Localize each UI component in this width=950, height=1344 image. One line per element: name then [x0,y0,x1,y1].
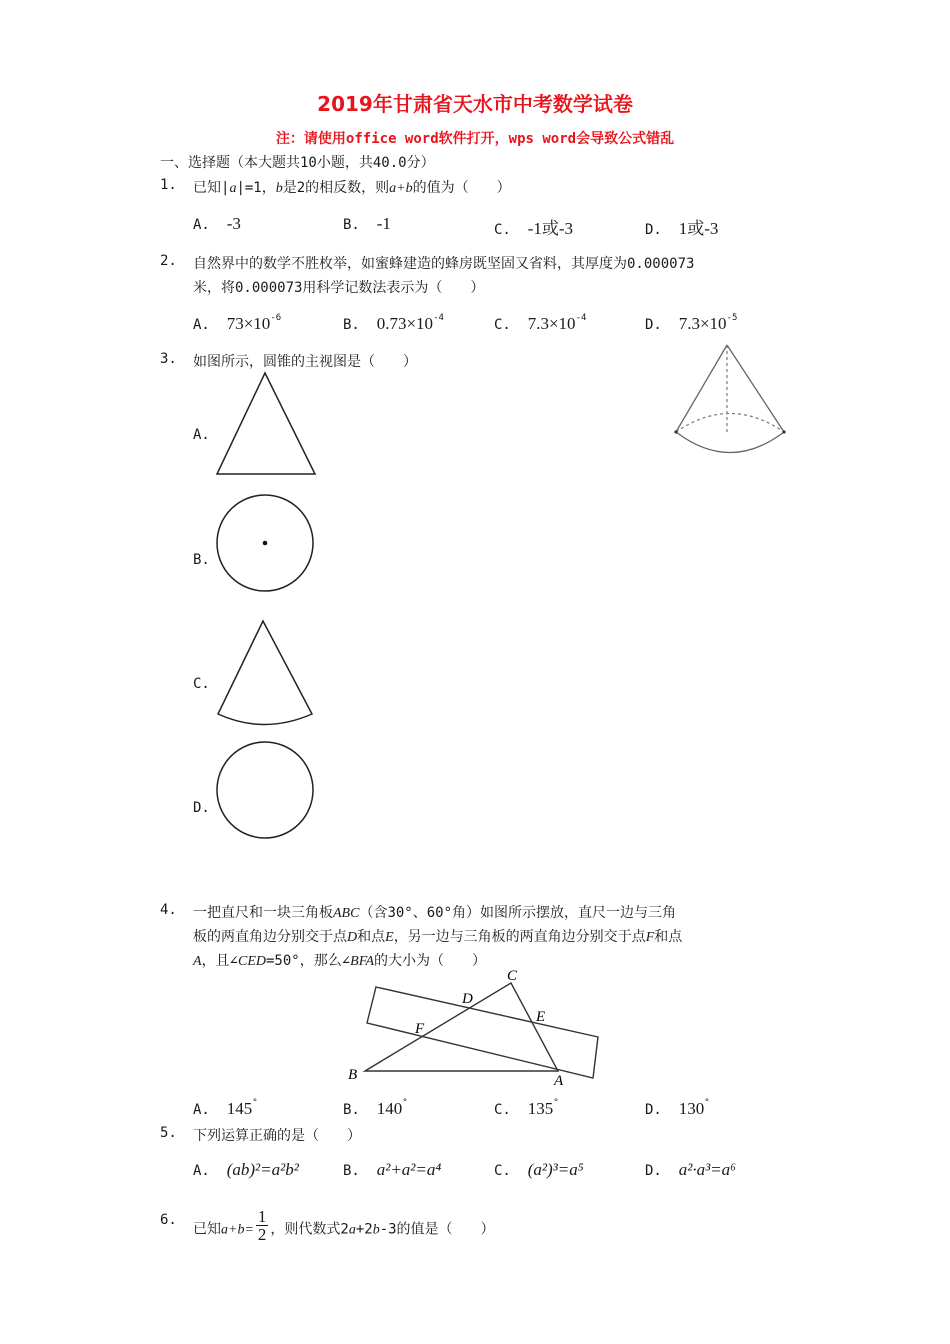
q4-option-b[interactable]: B. 140° [343,1098,408,1118]
software-note: 注：请使用office word软件打开，wps word会导致公式错乱 [275,131,675,147]
q3-option-a-label[interactable]: A. [193,427,210,443]
q5-number: 5. [160,1125,177,1141]
q4-stem-line3: A，且∠CED=50°，那么∠BFA的大小为（ ） [193,953,487,969]
label-e: E [536,1009,546,1025]
q3-number: 3. [160,351,177,367]
q2-number: 2. [160,253,177,269]
q6-stem: 已知a+b= $\frac{1}{2}$ ，则代数式2a+2b-3的值是（ ） [193,1207,495,1244]
cone-right-edge [727,345,784,432]
label-c: C [507,968,518,984]
q5-option-d[interactable]: D. a²·a³=a⁶ [645,1160,737,1179]
q2-option-a[interactable]: A. $73\times 10^{-6}$ [193,313,282,333]
q1-number: 1. [160,177,177,193]
q1-option-a[interactable]: A. -3 [193,214,241,233]
q4-number: 4. [160,902,177,918]
q4-stem-line1: 一把直尺和一块三角板ABC（含30°、60°角）如图所示摆放，直尺一边与三角 [193,905,677,921]
q1-stem: 已知|a|=1，b是2的相反数，则a+b的值为（ ） [193,180,511,196]
q4-stem-line2: 板的两直角边分别交于点D和点E，另一边与三角板的两直角边分别交于点F和点 [193,929,683,945]
q4-option-a[interactable]: A. 145° [193,1098,258,1118]
q3-option-b-circle-dot[interactable] [215,493,317,595]
q2-option-c[interactable]: C. $7.3\times 10^{-4}$ [494,313,587,333]
q6-fraction: $\frac{1}{2}$ [257,1207,267,1244]
q5-option-b[interactable]: B. a²+a²=a⁴ [343,1160,442,1179]
q4-option-d[interactable]: D. 130° [645,1098,710,1118]
q5-stem: 下列运算正确的是（ ） [193,1128,361,1144]
q3-stem: 如图所示，圆锥的主视图是（ ） [193,354,417,370]
label-b: B [348,1067,358,1083]
q2-stem-line2: 米，将0.000073用科学记数法表示为（ ） [193,280,485,296]
q4-option-c[interactable]: C. 135° [494,1098,559,1118]
label-d: D [462,991,473,1007]
section-heading: 一、选择题（本大题共10小题，共40.0分） [160,155,435,171]
q3-option-b-label[interactable]: B. [193,552,210,568]
q5-option-a[interactable]: A. (ab)²=a²b² [193,1160,299,1179]
page-title: 2019年甘肃省天水市中考数学试卷 [317,92,633,116]
q2-stem-line1: 自然界中的数学不胜枚举，如蜜蜂建造的蜂房既坚固又省料，其厚度为0.000073 [193,256,695,272]
cone-base-back-dashed [676,414,784,433]
q5-option-c[interactable]: C. (a²)³=a⁵ [494,1160,584,1179]
label-a: A [554,1073,564,1089]
label-f: F [415,1021,425,1037]
q1-option-c[interactable]: C. -1或-3 [494,219,574,238]
q3-option-d-circle[interactable] [215,740,317,842]
q3-option-c-sector[interactable] [215,618,317,730]
q1-option-d[interactable]: D. 1或-3 [645,219,719,238]
q3-option-a-triangle[interactable] [215,371,319,477]
cone-figure [670,343,790,463]
cone-base-front [676,432,784,453]
q3-option-d-label[interactable]: D. [193,800,210,816]
cone-left-edge [676,345,727,432]
q1-option-b[interactable]: B. -1 [343,214,391,233]
q2-option-b[interactable]: B. $0.73\times 10^{-4}$ [343,313,444,333]
q3-option-c-label[interactable]: C. [193,676,210,692]
q6-number: 6. [160,1212,177,1228]
q2-option-d[interactable]: D. $7.3\times 10^{-5}$ [645,313,738,333]
ruler-triangle-figure [340,965,610,1090]
